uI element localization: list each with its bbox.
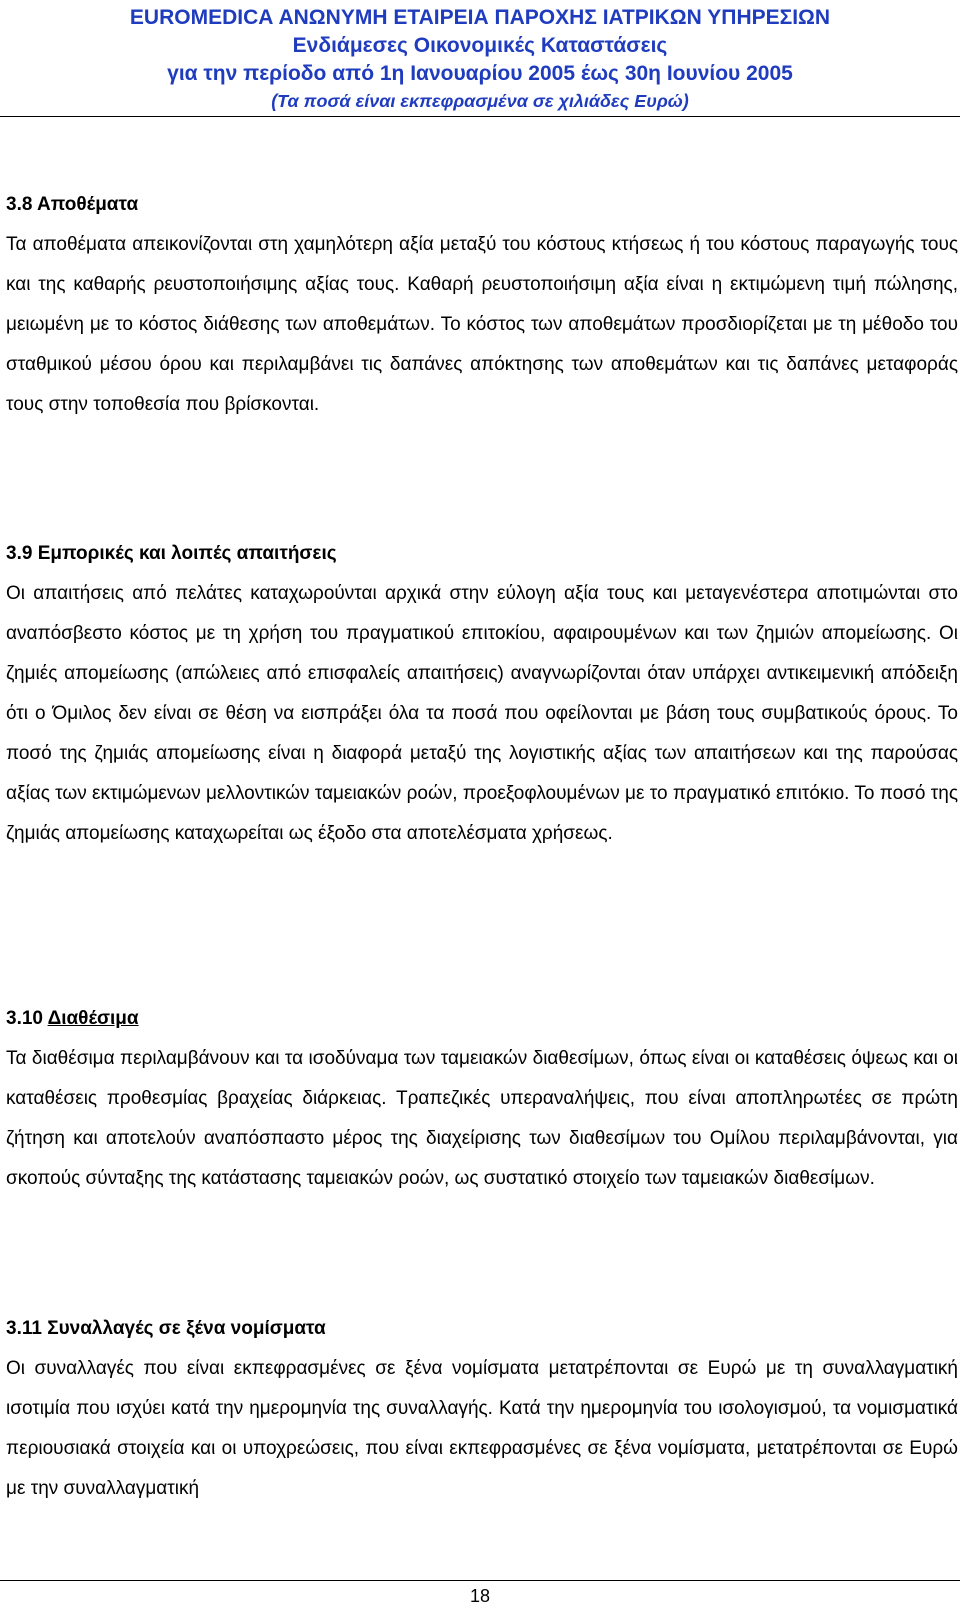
section-title: Αποθέματα xyxy=(37,194,139,215)
section-paragraph: Οι απαιτήσεις από πελάτες καταχωρούνται αρχικά στην εύλογη αξία τους και μεταγενέστερα αποτιμώνται στο αναπόσβεστο κόστος με τη χρήση του πραγματικού επιτοκίου, αφαιρουμένων και των ζημιών απομείωσης. Οι ζημιές απομείωσης (απώλειες από επισφαλείς απαιτήσεις) αναγνωρίζονται όταν υπάρχει αντικειμενική απόδειξη ότι ο Όμιλος δεν είναι σε θέση να εισπράξει όλα τα ποσά που οφείλονται με βάση τους συμβατικούς όρους. Το ποσό της ζημιάς απομείωσης είναι η διαφορά μεταξύ της λογιστικής αξίας των απαιτήσεων και της παρούσας αξίας των εκτιμώμενων μελλοντικών ταμειακών ροών, προεξοφλουμένων με το πραγματικό επιτόκιο. Το ποσό της ζημιάς απομείωσης καταχωρείται ως έξοδο στα αποτελέσματα χρήσεως. xyxy=(6,583,958,844)
section-number: 3.10 xyxy=(6,1008,43,1029)
section-number: 3.9 xyxy=(6,543,33,564)
report-title: Ενδιάμεσες Οικονομικές Καταστάσεις xyxy=(292,34,668,57)
section-heading xyxy=(6,185,958,225)
section-title: Διαθέσιμα xyxy=(47,1008,139,1029)
section-heading xyxy=(6,1309,958,1349)
section-inventories xyxy=(6,185,958,425)
section-title: Συναλλαγές σε ξένα νομίσματα xyxy=(47,1318,326,1339)
section-number: 3.8 xyxy=(6,194,33,215)
section-trade-receivables xyxy=(6,534,958,854)
company-name: EUROMEDICA ΑΝΩΝΥΜΗ ΕΤΑΙΡΕΙΑ ΠΑΡΟΧΗΣ ΙΑΤΡΙΚΩΝ ΥΠΗΡΕΣΙΩΝ xyxy=(129,6,831,29)
section-paragraph: Τα διαθέσιμα περιλαμβάνουν και τα ισοδύναμα των ταμειακών διαθεσίμων, όπως είναι οι καταθέσεις όψεως και οι καταθέσεις προθεσμίας βραχείας διάρκειας. Τραπεζικές υπεραναλήψεις, που είναι αποπληρωτέες σε πρώτη ζήτηση και αποτελούν αναπόσπαστο μέρος της διαχείρισης των διαθεσίμων του Ομίλου περιλαμβάνονται, για σκοπούς σύνταξης της κατάστασης ταμειακών ροών, ως συστατικό στοιχείο των ταμειακών διαθεσίμων. xyxy=(6,1048,958,1189)
report-period: για την περίοδο από 1η Ιανουαρίου 2005 έως 30η Ιουνίου 2005 xyxy=(167,62,793,85)
section-heading xyxy=(6,534,958,574)
section-heading xyxy=(6,999,958,1039)
section-title: Εμπορικές και λοιπές απαιτήσεις xyxy=(37,543,337,564)
header-divider xyxy=(0,116,960,117)
footer-divider xyxy=(0,1580,960,1581)
section-number: 3.11 xyxy=(6,1318,42,1339)
section-foreign-currency xyxy=(6,1309,958,1509)
page-header xyxy=(0,4,960,114)
section-cash xyxy=(6,999,958,1199)
page-number: 18 xyxy=(469,1586,491,1606)
section-paragraph: Οι συναλλαγές που είναι εκπεφρασμένες σε ξένα νομίσματα μετατρέπονται σε Ευρώ με τη συναλλαγματική ισοτιμία που ισχύει κατά την ημερομηνία της συναλλαγής. Κατά την ημερομηνία του ισολογισμού, τα νομισματικά περιουσιακά στοιχεία και οι υποχρεώσεις, που είναι εκπεφρασμένες σε ξένα νομίσματα, μετατρέπονται σε Ευρώ με την συναλλαγματική xyxy=(6,1358,958,1499)
currency-unit-note: (Τα ποσά είναι εκπεφρασμένα σε χιλιάδες Ευρώ) xyxy=(271,91,689,111)
section-paragraph: Τα αποθέματα απεικονίζονται στη χαμηλότερη αξία μεταξύ του κόστους κτήσεως ή του κόστους παραγωγής τους και της καθαρής ρευστοποιήσιμης αξίας τους. Καθαρή ρευστοποιήσιμη αξία είναι η εκτιμώμενη τιμή πώλησης, μειωμένη με το κόστος διάθεσης των αποθεμάτων. Το κόστος των αποθεμάτων προσδιορίζεται με τη μέθοδο του σταθμικού μέσου όρου και περιλαμβάνει τις δαπάνες απόκτησης των αποθεμάτων και τις δαπάνες μεταφοράς τους στην τοποθεσία που βρίσκονται. xyxy=(6,234,958,415)
